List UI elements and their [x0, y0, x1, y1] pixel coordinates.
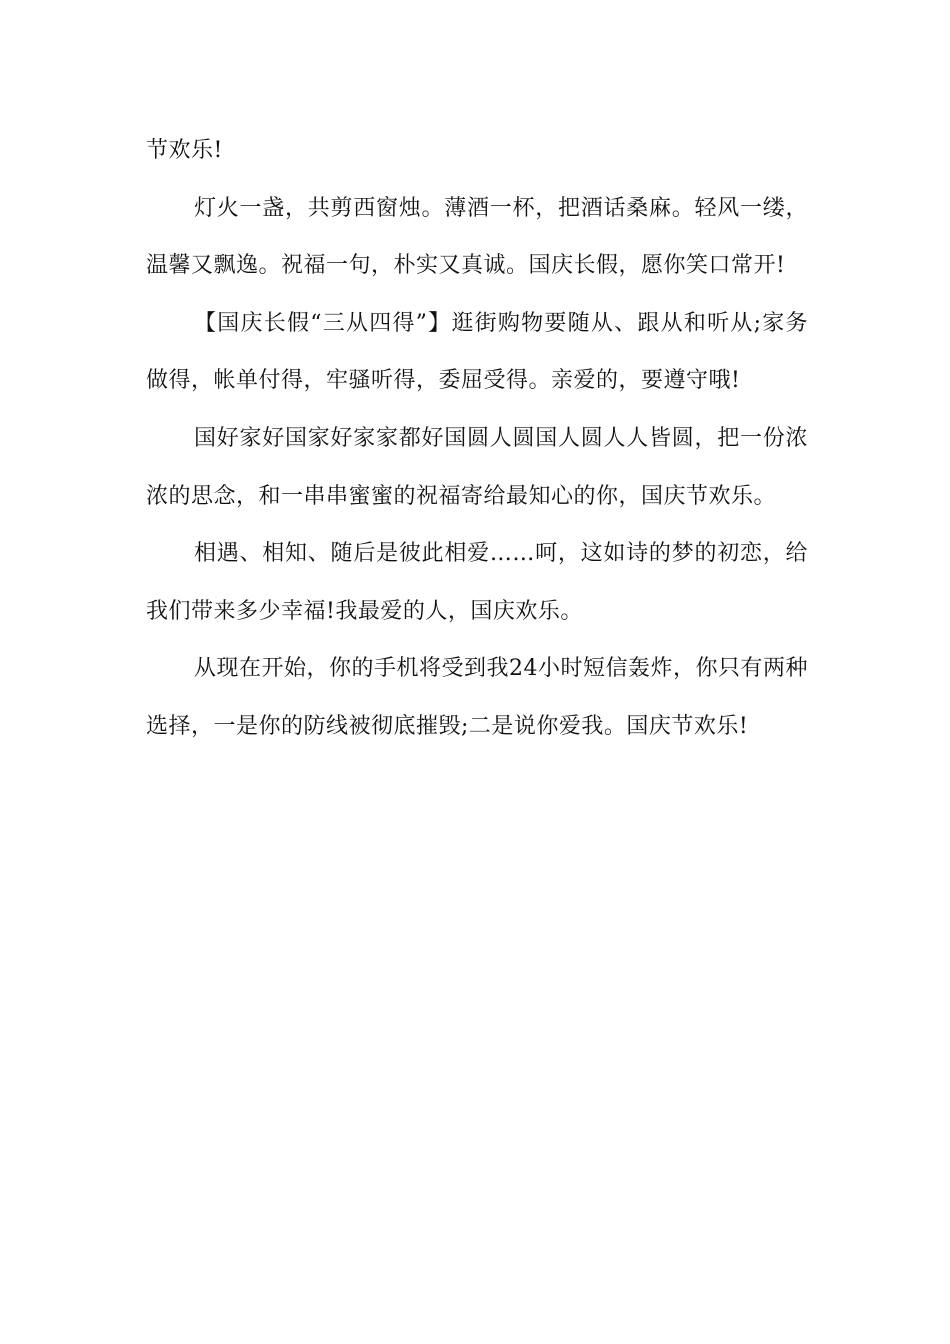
- paragraph-3: 【国庆长假“三从四得”】逛街购物要随从、跟从和听从;家务做得，帐单付得，牢骚听得，委屈受得。亲爱的，要遵守哦!: [146, 310, 808, 394]
- paragraph-2: 灯火一盏，共剪西窗烛。薄酒一杯，把酒话桑麻。轻风一缕，温馨又飘逸。祝福一句，朴实又真诚。国庆长假，愿你笑口常开!: [146, 195, 808, 279]
- paragraph-1: 节欢乐!: [146, 138, 223, 163]
- paragraph-6: 从现在开始，你的手机将受到我24小时短信轰炸，你只有两种选择，一是你的防线被彻底摧毁;二是说你爱我。国庆节欢乐!: [146, 656, 808, 739]
- document-body: [146, 122, 808, 756]
- paragraph-5: 相遇、相知、随后是彼此相爱……呵，这如诗的梦的初恋，给我们带来多少幸福!我最爱的人，国庆欢乐。: [146, 541, 808, 624]
- paragraph-4: 国好家好国家好家家都好国圆人圆国人圆人人皆圆，把一份浓浓的思念，和一串串蜜蜜的祝福寄给最知心的你，国庆节欢乐。: [146, 425, 808, 509]
